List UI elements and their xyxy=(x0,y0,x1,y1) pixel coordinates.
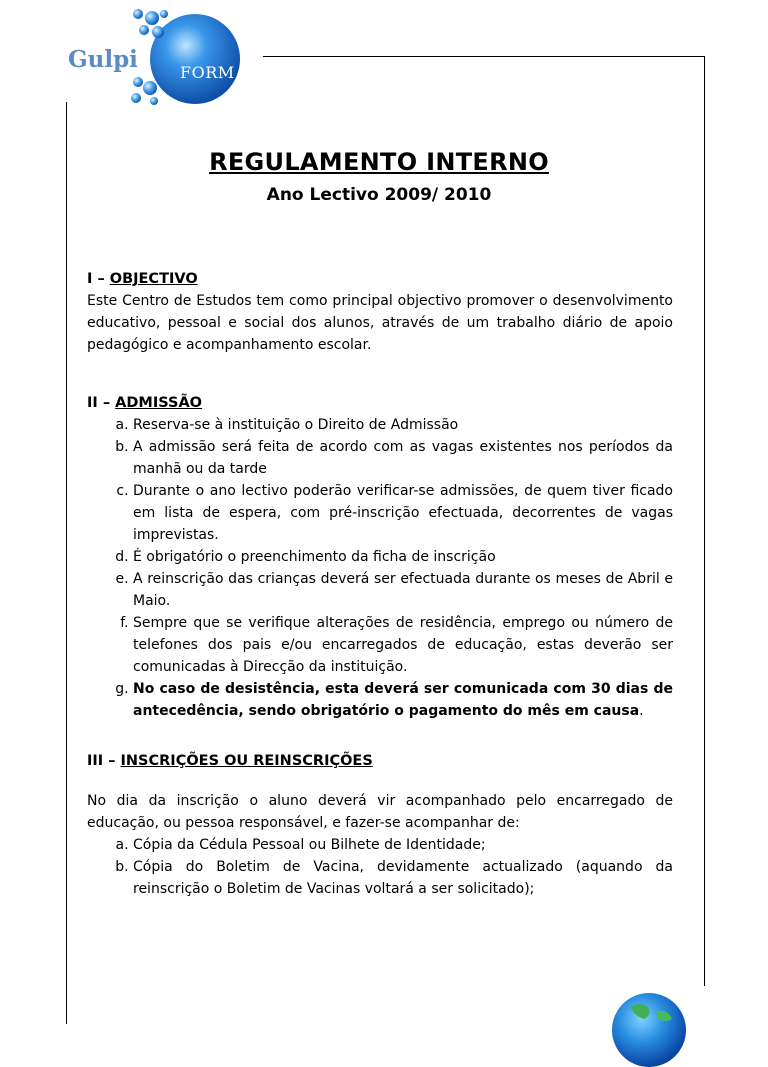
section-title: INSCRIÇÕES OU REINSCRIÇÕES xyxy=(120,753,373,769)
document-subtitle: Ano Lectivo 2009/ 2010 xyxy=(266,185,492,205)
list-item: c. Durante o ano lectivo poderão verificar-se admissões, de quem tiver ficado em lista de espera, com pré-inscrição efectuada, decorrentes de vagas imprevistas. xyxy=(133,480,673,546)
globe-icon xyxy=(612,993,686,1067)
section-number: I – xyxy=(87,271,110,287)
logo-text-form: FORM xyxy=(180,63,235,82)
frame-top-border xyxy=(263,56,705,57)
section-title: OBJECTIVO xyxy=(109,271,198,287)
list-item: a. Reserva-se à instituição o Direito de Admissão xyxy=(133,414,673,436)
section-number: II – xyxy=(87,395,116,411)
list-item: e. A reinscrição das crianças deverá ser efectuada durante os meses de Abril e Maio. xyxy=(133,568,673,612)
list-item: f. Sempre que se verifique alterações de residência, emprego ou número de telefones dos pais e/ou encarregados de educação, estas deverão ser comunicadas à Direcção da instituição. xyxy=(133,612,673,678)
section-heading-objectivo xyxy=(87,268,673,290)
section-paragraph: Este Centro de Estudos tem como principal objectivo promover o desenvolvimento educativo, pessoal e social dos alunos, através de um trabalho diário de apoio pedagógico e acompanhamento escolar. xyxy=(87,293,673,353)
list-item: a. Cópia da Cédula Pessoal ou Bilhete de Identidade; xyxy=(133,834,673,856)
section-paragraph: No dia da inscrição o aluno deverá vir acompanhado pelo encarregado de educação, ou pessoa responsável, e fazer-se acompanhar de: xyxy=(87,793,673,831)
gulpiform-logo xyxy=(66,6,246,106)
list-item xyxy=(133,678,673,722)
list-item: d. É obrigatório o preenchimento da ficha de inscrição xyxy=(133,546,673,568)
frame-left-border xyxy=(66,102,67,1024)
section-heading-inscricoes xyxy=(87,750,673,772)
list-item: b. Cópia do Boletim de Vacina, devidamente actualizado (aquando da reinscrição o Boletim de Vacinas voltará a ser solicitado); xyxy=(133,856,673,900)
list-item-bold: No caso de desistência, esta deverá ser comunicada com 30 dias de antecedência, sendo obrigatório o pagamento do mês em causa xyxy=(133,681,673,719)
section-number: III – xyxy=(87,753,121,769)
list-item-end: . xyxy=(639,703,644,719)
list-item: b. A admissão será feita de acordo com as vagas existentes nos períodos da manhã ou da tarde xyxy=(133,436,673,480)
document-body xyxy=(87,268,673,900)
admissao-list xyxy=(87,414,673,722)
inscricoes-list xyxy=(87,834,673,900)
logo-text-gulpi: Gulpi xyxy=(68,46,138,73)
section-heading-admissao xyxy=(87,392,673,414)
section-title: ADMISSÃO xyxy=(115,395,203,411)
document-title: REGULAMENTO INTERNO xyxy=(209,148,549,176)
